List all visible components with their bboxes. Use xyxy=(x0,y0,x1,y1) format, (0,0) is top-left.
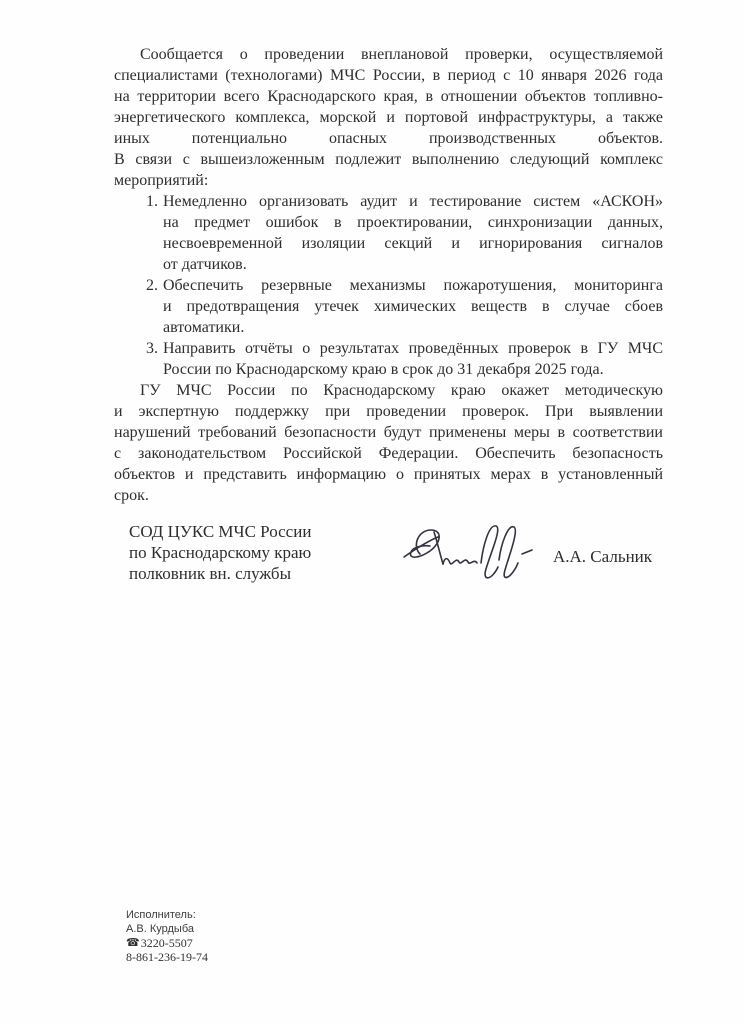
list-item-3 xyxy=(114,338,663,380)
text-line: Обеспечить резервные механизмы пожаротушения, мониторинга xyxy=(163,277,663,294)
executor-name: А.В. Курдыба xyxy=(126,923,194,935)
text-line: автоматики. xyxy=(163,319,245,336)
text-line: на предмет ошибок в проектировании, синхронизации данных, xyxy=(163,214,663,231)
text-line: Сообщается о проведении внеплановой проверки, осуществляемой xyxy=(140,46,663,63)
text-line: срок. xyxy=(114,487,149,504)
list-item-text xyxy=(163,275,663,338)
paragraph-intro xyxy=(114,44,663,191)
signer-org-line: по Краснодарскому краю xyxy=(129,543,312,562)
text-line: и экспертную поддержку при проведении проверок. При выявлении xyxy=(114,403,663,420)
text-line: и предотвращения утечек химических веществ в случае сбоев xyxy=(163,298,663,315)
list-item-1 xyxy=(114,191,663,275)
text-line: с законодательством Российской Федерации. Обеспечить безопасность xyxy=(114,445,663,462)
signer-name: А.А. Сальник xyxy=(553,547,653,566)
signer-org-line: СОД ЦУКС МЧС России xyxy=(129,522,312,541)
text-line: ГУ МЧС России по Краснодарскому краю окажет методическую xyxy=(140,382,663,399)
signer-org-line: полковник вн. службы xyxy=(129,564,292,583)
text-line: нарушений требований безопасности будут применены меры в соответствии xyxy=(114,424,663,441)
text-line: Немедленно организовать аудит и тестирование систем «АСКОН» xyxy=(163,193,663,210)
phone-short-number: 3220-5507 xyxy=(140,936,193,950)
list-number: 1. xyxy=(146,193,158,210)
list-item-2 xyxy=(114,275,663,338)
text-line: мероприятий: xyxy=(114,172,209,189)
measures-list xyxy=(114,191,663,380)
text-line: несвоевременной изоляции секций и игнорирования сигналов xyxy=(163,235,663,252)
document-body xyxy=(114,44,663,506)
signer-position xyxy=(129,521,359,584)
phone-icon: ☎ xyxy=(126,936,140,949)
paragraph-closing xyxy=(114,380,663,506)
handwritten-signature-icon xyxy=(398,512,533,592)
text-line: на территории всего Краснодарского края, в отношении объектов топливно- xyxy=(114,88,663,105)
executor-label: Исполнитель: xyxy=(126,909,196,921)
list-number: 3. xyxy=(146,340,158,357)
text-line: от датчиков. xyxy=(163,256,247,273)
text-line: энергетического комплекса, морской и портовой инфраструктуры, а также xyxy=(114,109,663,126)
executor-phone-short xyxy=(126,936,208,950)
list-item-text xyxy=(163,191,663,275)
list-item-text xyxy=(163,338,663,380)
text-line: В связи с вышеизложенным подлежит выполнению следующий комплекс xyxy=(114,151,663,168)
text-line: специалистами (технологами) МЧС России, в период с 10 января 2026 года xyxy=(114,67,663,84)
text-line: иных потенциально опасных производственных объектов. xyxy=(114,130,663,147)
text-line: Направить отчёты о результатах проведённых проверок в ГУ МЧС xyxy=(163,340,663,357)
executor-block xyxy=(126,908,208,964)
text-line: России по Краснодарскому краю в срок до 31 декабря 2025 года. xyxy=(163,361,604,378)
executor-phone-full: 8-861-236-19-74 xyxy=(126,950,208,964)
text-line: объектов и представить информацию о принятых мерах в установленный xyxy=(114,466,663,483)
list-number: 2. xyxy=(146,277,158,294)
